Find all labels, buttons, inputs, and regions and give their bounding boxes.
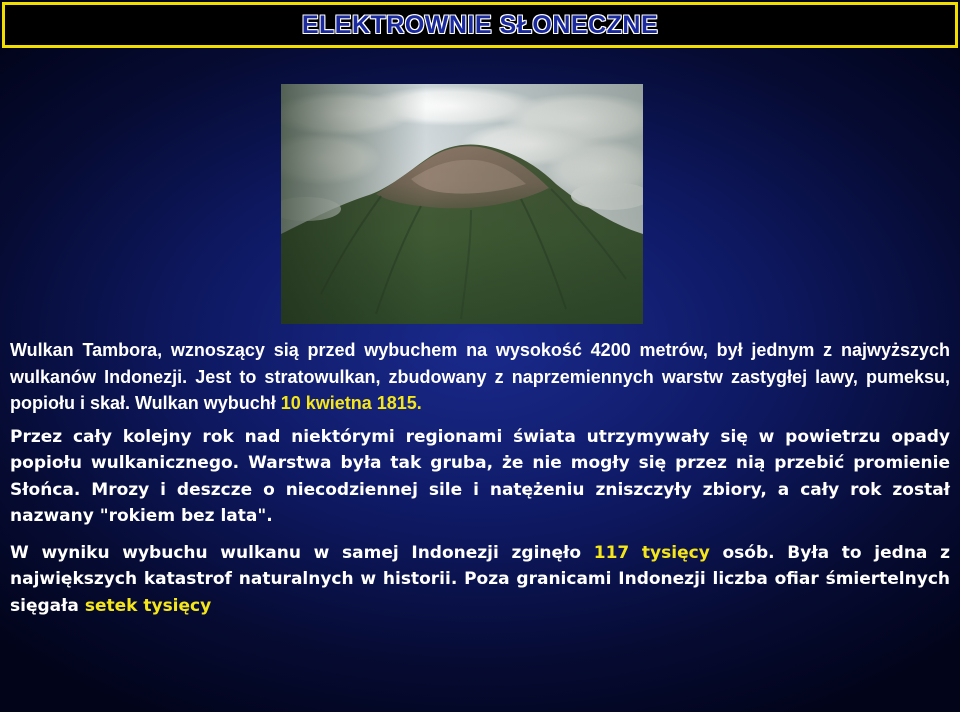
eruption-date-highlight: 10 kwietna 1815. (280, 393, 422, 413)
volcano-photo (281, 84, 643, 324)
paragraph-casualties-text-a: W wyniku wybuchu wulkanu w samej Indonezji zginęło (10, 542, 594, 563)
paragraph-eruption-text: Wulkan Tambora, wznoszący sią przed wybuchem na wysokość 4200 metrów, był jednym z najwyższych wulkanów Indonezji. Jest to stratowulkan, zbudowany z naprzemiennych warstw zastygłej lawy, pumeksu, popiołu i skał. Wulkan wybuchł (10, 340, 950, 413)
slide-body (10, 337, 950, 619)
slide-title-bar (2, 2, 958, 48)
volcano-aerial-photo-icon (281, 84, 643, 324)
paragraph-year-without-summer-text: Przez cały kolejny rok nad niektórymi regionami świata utrzymywały się w powietrzu opady popiołu wulkanicznego. Warstwa była tak gruba, że nie mogły się przez nią przebić promienie Słońca. Mrozy i deszcze o niecodziennej sile i natężeniu zniszczyły zbiory, a cały rok został nazwany "rokiem bez lata". (10, 426, 950, 526)
paragraph-year-without-summer (10, 424, 950, 530)
slide-title: ELEKTROWNIE SŁONECZNE (301, 10, 659, 39)
casualties-count-highlight: 117 tysięcy (593, 542, 710, 563)
paragraph-casualties (10, 540, 950, 620)
paragraph-eruption (10, 337, 950, 417)
casualties-abroad-highlight: setek tysięcy (84, 595, 212, 616)
paragraph-casualties-text-b: osób. Była to jedna z największych katastrof naturalnych w historii. Poza granicami Indonezji liczba ofiar śmiertelnych sięgała (10, 542, 950, 616)
